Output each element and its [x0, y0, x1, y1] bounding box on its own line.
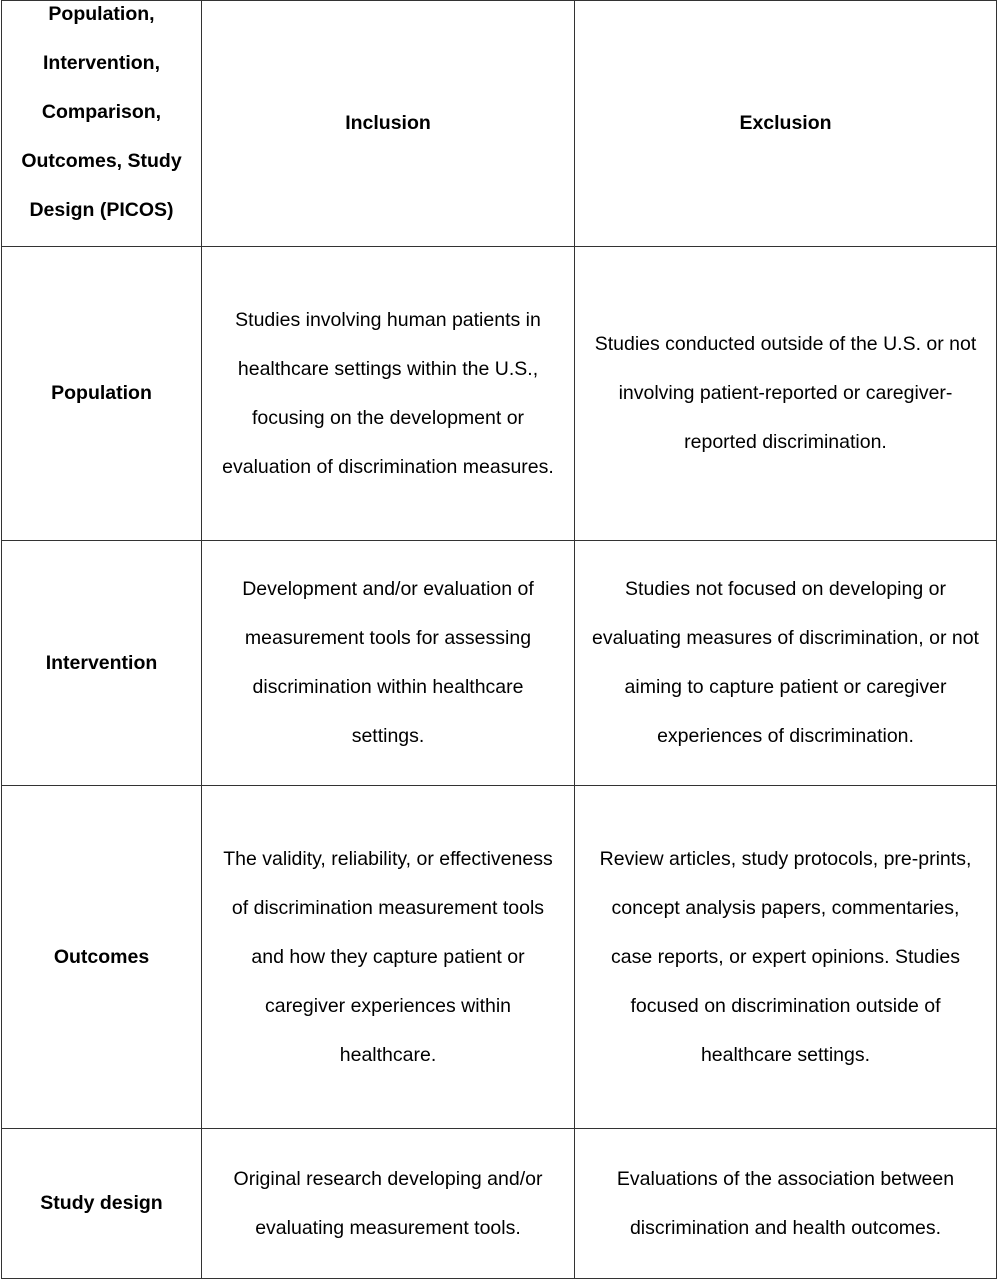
row-label-study-design: Study design: [2, 1129, 202, 1279]
table-header-row: [2, 1, 997, 247]
cell-exclusion-intervention: Studies not focused on developing or evaluating measures of discrimination, or not aiming to capture patient or caregiver experiences of discrimination.: [575, 541, 997, 786]
cell-exclusion-population: Studies conducted outside of the U.S. or not involving patient-reported or caregiver-reported discrimination.: [575, 247, 997, 541]
row-label-intervention: Intervention: [2, 541, 202, 786]
row-label-population: Population: [2, 247, 202, 541]
cell-exclusion-outcomes: Review articles, study protocols, pre-prints, concept analysis papers, commentaries, case reports, or expert opinions. Studies focused on discrimination outside of healthcare settings.: [575, 786, 997, 1129]
header-inclusion: Inclusion: [202, 1, 575, 247]
table-row: [2, 1129, 997, 1279]
table-row: [2, 541, 997, 786]
header-exclusion: Exclusion: [575, 1, 997, 247]
cell-inclusion-population: Studies involving human patients in healthcare settings within the U.S., focusing on the development or evaluation of discrimination measures.: [202, 247, 575, 541]
cell-inclusion-intervention: Development and/or evaluation of measurement tools for assessing discrimination within healthcare settings.: [202, 541, 575, 786]
cell-inclusion-study-design: Original research developing and/or evaluating measurement tools.: [202, 1129, 575, 1279]
cell-exclusion-study-design: Evaluations of the association between discrimination and health outcomes.: [575, 1129, 997, 1279]
header-picos-text: Population, Intervention, Comparison, Outcomes, Study Design (PICOS): [21, 3, 182, 221]
row-label-outcomes: Outcomes: [2, 786, 202, 1129]
header-picos: [2, 1, 202, 247]
picos-criteria-table: [1, 0, 997, 1279]
table-row: [2, 786, 997, 1129]
table-row: [2, 247, 997, 541]
cell-inclusion-outcomes: The validity, reliability, or effectiveness of discrimination measurement tools and how they capture patient or caregiver experiences within healthcare.: [202, 786, 575, 1129]
